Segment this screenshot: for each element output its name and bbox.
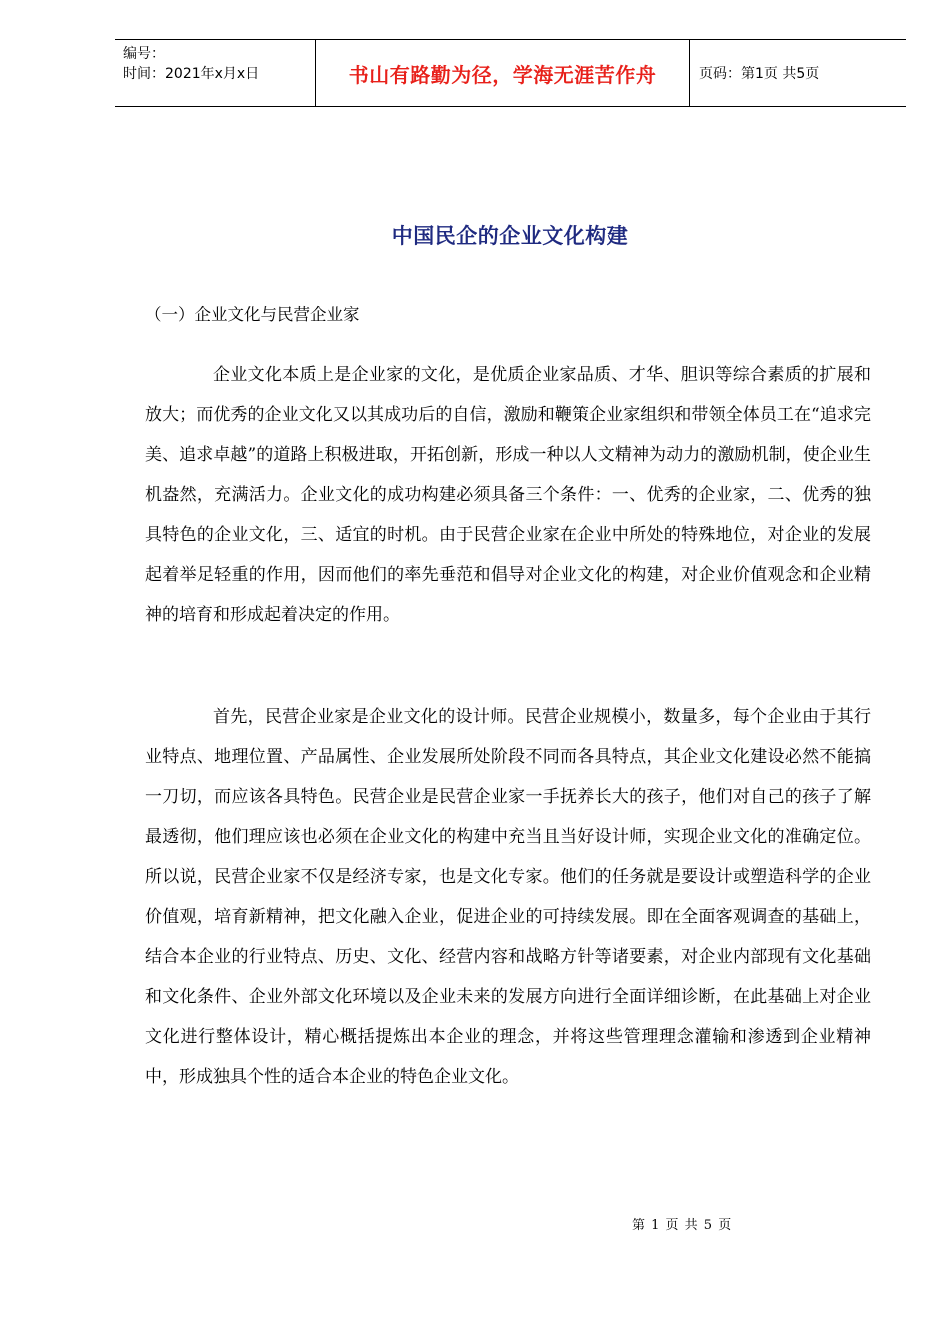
body-paragraph: 企业文化本质上是企业家的文化，是优质企业家品质、才华、胆识等综合素质的扩展和放大；而优秀的企业文化又以其成功后的自信，激励和鞭策企业家组织和带领全体员工在“追求完美、追求卓越”的道路上积极进取，开拓创新，形成一种以人文精神为动力的激励机制，使企业生机盎然，充满活力。企业文化的成功构建必须具备三个条件：一、优秀的企业家，二、优秀的独具特色的企业文化，三、适宜的时机。由于民营企业家在企业中所处的特殊地位，对企业的发展起着举足轻重的作用，因而他们的率先垂范和倡导对企业文化的构建，对企业价值观念和企业精神的培育和形成起着决定的作用。 bbox=[145, 365, 871, 625]
document-title: 中国民企的企业文化构建 bbox=[391, 224, 629, 248]
section-heading: （一）企业文化与民营企业家 bbox=[145, 305, 360, 324]
header-page-info: 页码：第1页 共5页 bbox=[699, 66, 820, 82]
document-time-label: 时间：2021年x月x日 bbox=[123, 66, 260, 82]
body-paragraph: 首先，民营企业家是企业文化的设计师。民营企业规模小，数量多，每个企业由于其行业特点、地理位置、产品属性、企业发展所处阶段不同而各具特点，其企业文化建设必然不能搞一刀切，而应该各具特色。民营企业是民营企业家一手抚养长大的孩子，他们对自己的孩子了解最透彻，他们理应该也必须在企业文化的构建中充当且当好设计师，实现企业文化的准确定位。所以说，民营企业家不仅是经济专家，也是文化专家。他们的任务就是要设计或塑造科学的企业价值观，培育新精神，把文化融入企业，促进企业的可持续发展。即在全面客观调查的基础上，结合本企业的行业特点、历史、文化、经营内容和战略方针等诸要素，对企业内部现有文化基础和文化条件、企业外部文化环境以及企业未来的发展方向进行全面详细诊断，在此基础上对企业文化进行整体设计，精心概括提炼出本企业的理念，并将这些管理理念灌输和渗透到企业精神中，形成独具个性的适合本企业的特色企业文化。 bbox=[145, 707, 871, 1087]
page-header bbox=[115, 39, 906, 107]
header-motto: 书山有路勤为径，学海无涯苦作舟 bbox=[316, 40, 690, 106]
page-footer: 第 1 页 共 5 页 bbox=[632, 1218, 733, 1233]
document-number-label: 编号： bbox=[123, 46, 165, 62]
header-meta bbox=[115, 40, 316, 106]
